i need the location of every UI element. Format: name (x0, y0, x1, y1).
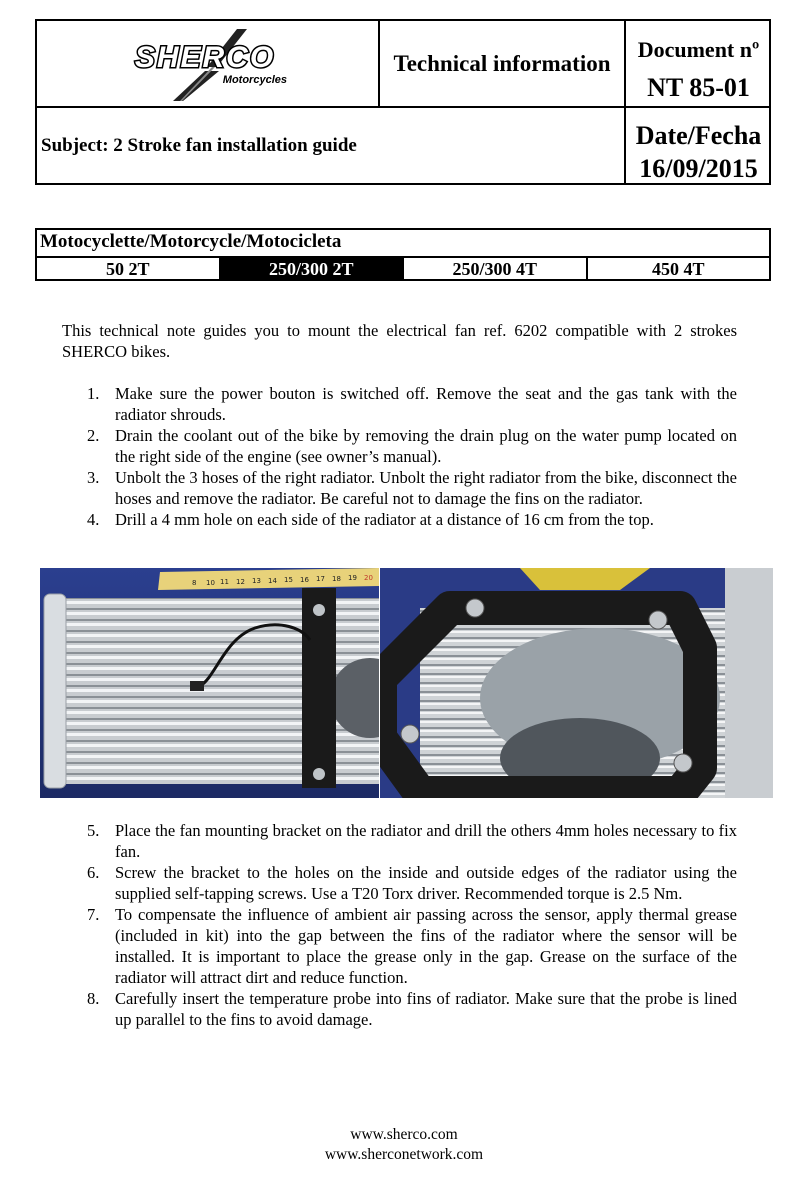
technical-information-title: Technical information (393, 50, 611, 76)
model-table-title: Motocyclette/Motorcycle/Motocicleta (40, 231, 342, 252)
photo-bracket-closeup (380, 568, 773, 798)
step-item (62, 988, 737, 1030)
model-250-300-4t: 250/300 4T (402, 258, 586, 281)
step-number: 8. (87, 989, 100, 1008)
step-number: 6. (87, 863, 100, 882)
steps-list-1 (62, 383, 737, 530)
step-number: 2. (87, 426, 100, 445)
step-number: 4. (87, 510, 100, 529)
model-450-4t: 450 4T (586, 258, 770, 281)
footer-link-sherco[interactable]: www.sherco.com (350, 1126, 458, 1143)
step-text: Unbolt the 3 hoses of the right radiator. Unbolt the right radiator from the bike, disconnect the hoses and remove the radiator. Be careful not to damage the fins on the radiator. (115, 468, 737, 508)
photo-radiator-ruler (40, 568, 379, 798)
step-number: 1. (87, 384, 100, 403)
date-label: Date/Fecha (635, 121, 762, 150)
step-item (62, 509, 737, 530)
step-number: 3. (87, 468, 100, 487)
document-header (35, 19, 771, 185)
steps-list-2 (62, 820, 737, 1030)
ruler-number: 18 (332, 575, 341, 583)
ruler-number: 11 (220, 578, 229, 586)
document-number: NT 85-01 (647, 73, 750, 102)
date-value: 16/09/2015 (639, 154, 758, 183)
model-50-2t: 50 2T (105, 259, 150, 279)
model-row (37, 256, 769, 281)
document-number-label: Document nº (637, 37, 760, 62)
step-item (62, 425, 737, 467)
model-250-300-2t: 250/300 2T (219, 258, 403, 281)
ruler-number: 15 (284, 576, 293, 584)
step-number: 7. (87, 905, 100, 924)
ruler-number: 16 (300, 576, 309, 584)
ruler-number: 14 (268, 577, 277, 585)
step-item (62, 904, 737, 988)
step-text: Make sure the power bouton is switched off. Remove the seat and the gas tank with the radiator shrouds. (115, 384, 737, 424)
footer-link-sherconetwork[interactable]: www.sherconetwork.com (324, 1146, 484, 1163)
step-text: To compensate the influence of ambient air passing across the sensor, apply thermal grease (included in kit) into the gap between the fins of the radiator where the sensor will be installed. It is important to place the grease only in the gap. Grease on the surface of the radiator will attract dirt and reduce function. (115, 905, 737, 987)
step-text: Drill a 4 mm hole on each side of the radiator at a distance of 16 cm from the top. (115, 510, 654, 529)
step-item (62, 467, 737, 509)
logo-subtext: Motorcycles (222, 74, 287, 86)
step-item (62, 862, 737, 904)
ruler-number: 8 (192, 579, 197, 587)
step-text: Drain the coolant out of the bike by removing the drain plug on the water pump located on the right side of the engine (see owner’s manual). (115, 426, 737, 466)
ruler-number: 20 (364, 574, 373, 582)
ruler-number: 13 (252, 577, 261, 585)
ruler-number: 19 (348, 574, 357, 582)
ruler-number: 17 (316, 575, 325, 583)
step-item (62, 383, 737, 425)
step-text: Carefully insert the temperature probe into fins of radiator. Make sure that the probe is lined up parallel to the fins to avoid damage. (115, 989, 737, 1029)
ruler-number: 12 (236, 578, 245, 586)
step-text: Place the fan mounting bracket on the radiator and drill the others 4mm holes necessary to fix fan. (115, 821, 737, 861)
model-table (35, 228, 771, 281)
step-number: 5. (87, 821, 100, 840)
intro-paragraph: This technical note guides you to mount the electrical fan ref. 6202 compatible with 2 strokes SHERCO bikes. (62, 321, 737, 361)
sherco-logo (87, 27, 327, 103)
logo-text: SHERCO (134, 41, 276, 74)
ruler-number: 10 (206, 579, 215, 587)
step-text: Screw the bracket to the holes on the inside and outside edges of the radiator using the supplied self-tapping screws. Use a T20 Torx driver. Recommended torque is 2.5 Nm. (115, 863, 737, 903)
subject-line: Subject: 2 Stroke fan installation guide (41, 134, 357, 156)
step-item (62, 820, 737, 862)
